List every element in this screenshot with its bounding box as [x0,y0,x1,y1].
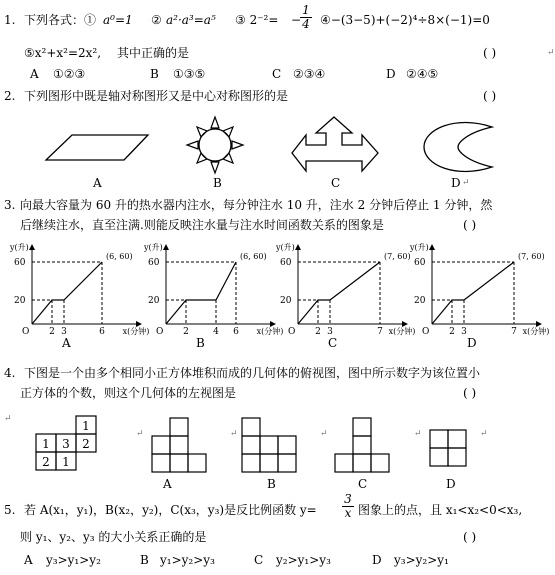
water-level-line [432,262,514,324]
q3-answer-paren: ( ) [463,218,477,232]
top-view-number: 2 [82,437,90,451]
q1-option-text[interactable]: ①③⑤ [173,67,206,81]
x-tick-label: 3 [327,327,333,337]
q4-label-b[interactable]: B [267,477,276,491]
q5-fraction-numerator: 3 [344,492,352,506]
q1-expr4: ④−(3−5)+(−2)⁴÷8×(−1)=0 [320,13,490,27]
sun-rays [187,117,243,173]
x-axis-label: x(分钟) [256,327,284,336]
q4-option-a-view [150,408,210,476]
q1-expr2-prefix: ② [151,13,162,27]
water-level-line [298,262,380,324]
q3-stem-line2: 后继续注水，直至注满.则能反映注水量与注水时间函数关系的图象是 [20,218,384,232]
x-tick-label: 3 [461,327,467,337]
q2-label-b[interactable]: B [213,176,222,190]
return-mark-icon: ↵ [230,429,238,439]
q5-answer-paren: ( ) [463,530,477,544]
q4-stem-line1: 下图是一个由多个相同小正方体堆积而成的几何体的俯视图，图中所示数字为该位置小 [24,366,481,380]
q1-option-letter[interactable]: C [272,67,282,81]
q4-label-a[interactable]: A [163,477,172,491]
tick-label-20: 20 [280,296,292,306]
return-mark-icon: ↵ [320,429,328,439]
q1-option-text[interactable]: ①②③ [53,67,86,81]
q5-option-letter[interactable]: C [254,553,264,567]
q1-expr5: ⑤x²+x²=2x², [24,46,102,60]
y-axis-label: y(升) [10,243,29,252]
top-view-number: 1 [42,437,50,451]
top-view-number: 1 [62,455,70,469]
q4-stem-line2: 正方体的个数，则这个几何体的左视图是 [20,386,237,400]
y-axis-arrow [295,244,301,250]
x-axis-label: x(分钟) [522,327,550,336]
q1-option-text[interactable]: ②③④ [293,67,326,81]
tick-label-60: 60 [280,258,292,268]
water-level-line [166,262,236,324]
x-axis-label: x(分钟) [388,327,416,336]
q5-stem-part1: 若 A(x₁，y₁)，B(x₂，y₂)，C(x₃，y₃)是反比例函数 y= [24,503,317,517]
q1-option-letter[interactable]: B [150,67,159,81]
x-tick-label: 7 [377,327,383,337]
q2-option-a-parallelogram [40,122,160,182]
q3-stem-line1: 向最大容量为 60 升的热水器内注水，每分钟注水 10 升，注水 2 分钟后停止 1 分钟，然 [20,198,493,212]
end-point-label: (7, 60) [384,252,411,261]
q2-answer-paren: ( ) [483,89,497,103]
crescent-shape [424,123,492,172]
x-tick-label: 7 [511,327,517,337]
x-tick-label: 2 [49,327,55,337]
return-mark-icon: ↵ [480,429,488,439]
q4-option-b-view [240,408,300,476]
q3-graph-d [408,240,550,337]
q5-option-text[interactable]: y₃>y₁>y₂ [46,553,101,567]
parallelogram-shape [46,135,148,160]
return-mark-icon: ↵ [136,429,144,439]
q1-option-letter[interactable]: A [30,67,39,81]
q3-label-d[interactable]: D [467,336,477,350]
x-axis-label: x(分钟) [122,327,150,336]
q4-answer-paren: ( ) [463,386,477,400]
q3-label-c[interactable]: C [328,336,338,350]
origin-label: O [288,327,296,337]
y-axis-arrow [163,244,169,250]
q3-graph-c [274,240,416,337]
top-view-number: 2 [42,455,50,469]
x-tick-label: 3 [61,327,67,337]
top-view-number: 3 [62,437,70,451]
return-mark-icon: ↵ [414,429,422,439]
x-tick-label: 2 [449,327,455,337]
q4-top-view [32,414,102,474]
tick-label-60: 60 [14,258,26,268]
tick-label-60: 60 [414,258,426,268]
q5-fraction [342,493,354,520]
return-mark-icon: ↵ [462,178,470,188]
origin-label: O [22,327,30,337]
q1-option-text[interactable]: ②④⑤ [406,67,439,81]
y-axis-arrow [429,244,435,250]
x-tick-label: 6 [99,327,105,337]
q3-graph-b [142,240,284,337]
tick-label-20: 20 [414,296,426,306]
q4-label-d[interactable]: D [446,477,456,491]
q2-option-d-crescent [420,115,500,185]
q5-option-text[interactable]: y₂>y₁>y₃ [276,553,331,567]
q5-option-letter[interactable]: B [140,553,149,567]
q1-option-letter[interactable]: D [386,67,396,81]
q5-stem-part2: 图象上的点，且 x₁<x₂<0<x₃, [358,503,523,517]
x-tick-label: 4 [213,327,219,337]
end-point-label: (7, 60) [518,252,545,261]
origin-label: O [156,327,164,337]
q1-expr3-prefix: ③ 2⁻²= [235,13,279,27]
q5-option-text[interactable]: y₃>y₂>y₁ [394,553,449,567]
q5-stem-line2: 则 y₁、y₂、y₃ 的大小关系正确的是 [20,530,207,544]
q5-option-text[interactable]: y₁>y₂>y₃ [160,553,215,567]
q1-fraction-numerator: 1 [302,3,310,17]
top-view-number: 1 [82,419,90,433]
q1-stem-prefix: 下列各式：① [24,13,97,27]
q1-number: 1. [4,13,16,27]
end-point-label: (6, 60) [240,252,267,261]
q5-fraction-denominator: x [342,506,354,520]
q2-label-a[interactable]: A [93,176,102,190]
q1-expr3-sign: − [291,13,302,27]
q3-graph-a [8,240,150,337]
y-axis-label: y(升) [144,243,163,252]
q4-option-d-view [428,426,478,474]
q1-answer-paren: ( ) [483,46,497,60]
y-axis-label: y(升) [410,243,429,252]
q1-fraction-denominator: 4 [300,17,312,31]
q2-label-c[interactable]: C [331,176,341,190]
arrows-shape [292,117,378,171]
x-tick-label: 2 [183,327,189,337]
water-level-line [32,262,102,324]
q1-expr1: a⁰=1 [103,13,133,27]
q5-option-letter[interactable]: D [372,553,382,567]
origin-label: O [422,327,430,337]
q2-number: 2. [4,89,16,103]
q3-label-b[interactable]: B [196,336,205,350]
tick-label-60: 60 [148,258,160,268]
q5-number: 5. [4,503,16,517]
q4-label-c[interactable]: C [358,477,368,491]
q1-expr2: a²·a³=a⁵ [166,13,216,27]
return-mark-icon: ↵ [547,48,555,58]
end-point-label: (6, 60) [106,252,133,261]
q3-number: 3. [4,198,16,212]
x-tick-label: 6 [233,327,239,337]
tick-label-20: 20 [148,296,160,306]
q2-label-d[interactable]: D [451,176,461,190]
return-mark-icon: ↵ [4,414,12,424]
q2-option-b-sun [175,105,255,185]
q1-stem-suffix: 其中正确的是 [117,46,190,60]
q2-option-c-arrows [290,115,380,185]
y-axis-label: y(升) [276,243,295,252]
x-tick-label: 2 [315,327,321,337]
q4-number: 4. [4,366,16,380]
q2-stem: 下列图形中既是轴对称图形又是中心对称图形的是 [24,89,289,103]
q5-option-letter[interactable]: A [24,553,33,567]
y-axis-arrow [29,244,35,250]
q1-fraction [300,4,312,31]
tick-label-20: 20 [14,296,26,306]
q4-option-c-view [333,408,393,476]
q3-label-a[interactable]: A [62,336,71,350]
